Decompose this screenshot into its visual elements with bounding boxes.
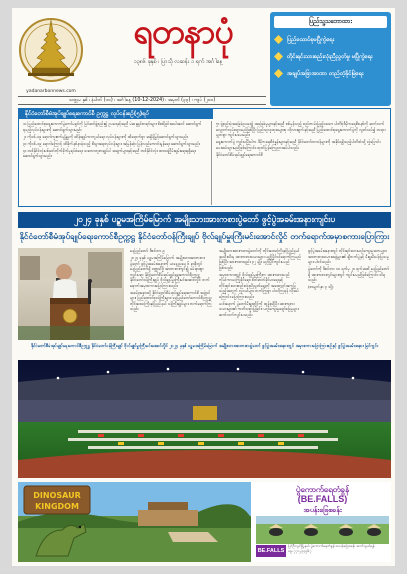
paragraph: ဖွင့်ပွဲအခမ်းအနားတွင် တိုင်းရင်းသားယဉ်ကျေးမှုအကများ၊ အားကစားသမားအဖွဲ့များ၏ ချီတက်ပွဲနှင့် မီးရှူးမီးပန်းပြသမှုများ ပါဝင်သည်။ — [308, 248, 389, 264]
paragraph: ၅။ ဖွဲ့စည်းပုံအခြေခံဥပဒေ၌ အခြေခံမူများနှင့်အညီ စစ်မှန်သည့် စည်းကမ်းပြည့်ဝသော ပါတီစုံဒီမိုကရေစီစနစ်ကို ဆက်လက်လျှောက်လှမ်းသွားမည်ဖြစ်ပြီး ပြည်သူလူထုအများစု လိုလားချက်နှင့်အညီ ပြည်ထောင်စုရွေးကောက်ပွဲကို လွတ်လပ်၍ တရားမျှတစွာ ကျင်းပပေးမည်။ — [216, 121, 386, 138]
dinosaur-sign-line-1: DINOSAUR — [33, 491, 81, 500]
paragraph: ယင်းနောက် ပွဲတော်မီးရှူးတိုင်ကို ထွန်းညှိပြီး အားကစားသမားများ၏ ကတိသစ္စာပြုခြင်း၊ ယဉ်ကျေးမှုဖျော်ဖြေမှုများ ဆက်လက်ကျင်းပသည်။ — [219, 300, 299, 317]
lead-story-column-2 — [219, 248, 302, 336]
paragraph: ရွေးကောက်ပွဲ ကျင်းပပြီးပါက ဒီမိုကရေစီစံနှုန်းများနှင့်အညီ နိုင်ငံတော်တာဝန်များကို အနိုင်ရရှိသည့်ပါတီထံသို့ လွှဲပြောင်းပေးအပ်သွားမည်ဖြစ်ကြောင်း ထုတ်ပြန်ကြေညာအပ်ပါသည်။ — [216, 139, 381, 150]
lead-headline[interactable]: နိုင်ငံတော်စီမံအုပ်ချုပ်ရေးကောင်စီဥက္ကဋ္ဌ နိုင်ငံတော်ဝန်ကြီးချုပ် ဗိုလ်ချုပ်မှူးကြီးမင်းအောင်လှိုင် တက်ရောက်အမှာစကားပြောကြား — [19, 231, 390, 241]
be-falls-brand-badge: BE.FALLS — [256, 545, 286, 557]
newspaper-front-page — [12, 8, 395, 566]
be-falls-title: ပွဲကောက်ရေတံခွန် — [295, 485, 350, 494]
lead-story-body — [130, 248, 391, 336]
be-falls-ad-panel — [254, 482, 391, 562]
photo-caption: နိုင်ငံတော်စီမံအုပ်ချုပ်ရေးကောင်စီဥက္ကဋ္ဌ နိုင်ငံတော်ဝန်ကြီးချုပ် ဗိုလ်ချုပ်မှူးကြီးမင်းအောင်လှိုင် ၂၀၂၄ ခုနှစ် ပဉ္စမအကြိမ်မြောက် အမျိုးသားအားကစားပွဲတော် ဖွင့်ပွဲအခမ်းအနားတွင် အမှာစကားပြောကြားစဉ်နှင့် ဖွင့်ပွဲအခမ်းအနား မြင်ကွင်း — [31, 343, 378, 348]
council-processes-box — [18, 108, 391, 207]
paragraph: (စာမျက်နှာ ၃ သို့) — [308, 284, 334, 289]
council-processes-left-column — [23, 121, 203, 205]
duty-text: အချုပ်အခြာအာဏာ တည်တံ့ခိုင်မြဲရေး — [287, 71, 364, 77]
lead-story-column-1 — [130, 248, 213, 336]
be-falls-subtitle: (BE.FALLS) — [297, 494, 348, 504]
stadium-ceremony-photo — [18, 360, 391, 478]
paragraph: ၃။ ကိုဗစ်-၁၉ ရောဂါကြောင့် ထိခိုက်နစ်နာခဲ့သည့် စီးပွားရေးလုပ်ငန်းများ အမြန်ဆုံး ပြန်လည်ကောင်းမွန်ရေး ဆောင်ရွက်သွားမည်။ — [23, 140, 201, 146]
peoples-desire-heading: ပြည်သူ့သဘောထား — [274, 16, 387, 28]
lead-headline-kicker[interactable]: ၂၀၂၄ ခုနှစ် ပဉ္စမအကြိမ်မြောက် အမျိုးသားအားကစားပွဲတော် ဖွင့်ပွဲအခမ်းအနားကျင်းပ — [18, 212, 391, 228]
lead-story-column-3 — [308, 248, 391, 336]
paragraph: ၁။ ပြည်ထောင်စုရွေးကောက်ပွဲကော်မရှင်ကို ပြင်ဆင်ဖွဲ့စည်း၍ ဥပဒေနှင့်အညီ မဲဆန္ဒရှင်စာရင်းများ စိစစ်ခြင်းအပါအဝင် ဆောင်ရွက်ရမည့်လုပ်ငန်းများကို ဆောင်ရွက်သွားမည်။ — [23, 121, 202, 132]
be-falls-contact-note: ပြင်ဦးလွင်မြို့နယ် ပွဲကောက်ရေတံခွန် အပန်းဖြေစခန်း ဆက်သွယ်ရန် ၀၉-၇၇၁၂၃၄၅၆၇ — [288, 544, 375, 553]
paragraph: ပွဲတော်ကို ဒီဇင်ဘာ ၁၀ ရက်မှ ၂၀ ရက်အထိ နေပြည်တော်ရှိ အားကစားကွင်းများတွင် ကျင်းပမည်ဖြစ်ကြောင်း သိရသည်။ — [308, 266, 390, 282]
diamond-bullet-icon — [274, 52, 283, 61]
masthead-title: ရတနာပုံ — [133, 12, 233, 52]
duty-text: တိုင်းရင်းသားစည်းလုံးညီညွတ်မှု မပြိုကွဲရေး — [287, 54, 373, 60]
paragraph: ၂၀၂၄ ခုနှစ် ပဉ္စမအကြိမ်မြောက် အမျိုးသားအားကစားပွဲတော် ဖွင့်ပွဲအခမ်းအနားကို ယနေ့ညနေ ၆ နာရီတွင် နေပြည်တော်ရှိ ဝဏ္ဏသိဒ္ဓိ အားကစားကွင်း၌ ခမ်းနားစွာ ကျင်းပရာ နိုင်ငံတော်စီမံအုပ်ချုပ်ရေးကောင်စီဥက္ကဋ္ဌ နိုင်ငံတော်ဝန်ကြီးချုပ် ဗိုလ်ချုပ်မှူးကြီးမင်းအောင်လှိုင် တက်ရောက်အမှာစကားပြောကြားသည်။ — [130, 255, 210, 288]
duty-item — [274, 48, 387, 65]
paragraph: နိုင်ငံတော်စီမံအုပ်ချုပ်ရေးကောင်စီ — [216, 151, 263, 157]
speaker-at-podium-photo — [18, 248, 124, 340]
council-processes-right-column — [211, 121, 388, 205]
duty-item — [274, 65, 387, 82]
be-falls-advertisement[interactable] — [18, 482, 391, 562]
dinosaur-sign-line-2: KINGDOM — [35, 502, 79, 511]
paragraph: အမျိုးသားအားကစားပွဲတော်ကို တိုင်းဒေသကြီးနှင့်ပြည်နယ်အသီးသီးမှ အားကစားသမားများ ယှဉ်ပြိုင်ဝင်ရောက်ကြမည်ဖြစ်ပြီး အားကစားနည်း ၃၂ မျိုး ယှဉ်ပြိုင်ကျင်းပမည် ဖြစ်သည်။ — [219, 248, 302, 270]
duty-text: ပြည်ထောင်စုမပြိုကွဲရေး — [287, 37, 335, 43]
council-processes-headline: နိုင်ငံတော်စီမံအုပ်ချုပ်ရေးကောင်စီ ဥက္ကဋ္ဌ လုပ်ငန်းစဉ်(၅)ရပ် — [19, 109, 213, 119]
masthead-dateline: ၁၃၈၆ ခုနှစ် ၊ ပြာသို လဆန်း ၁ ရက် အင်္ဂါနေ့ — [133, 59, 223, 65]
dinosaur-park-photo — [18, 482, 251, 562]
paragraph: အမှာစကားတွင် ဗိုလ်ချုပ်မှူးကြီးက အားကစားသည် ကိုယ်ကာယကြံ့ခိုင်ရေး၊ စိတ်ဓာတ်ခိုင်မာရေးနှင့် တိုင်းရင်းသားစည်းလုံးညီညွတ်ရေးကို အထောက်အကူပြုသည့်အတွက် လူငယ်များ တက်ကြွစွာ ပါဝင်ကြရန် လိုအပ်ကြောင်း ပြောကြားသည်။ — [219, 271, 299, 299]
paragraph: ၄။ တစ်နိုင်ငံလုံးပစ်ခတ်တိုက်ခိုက်မှုရပ်စဲရေး သဘောတူစာချုပ်ပါ အချက်များနှင့်အညီ တစ်နိုင်ငံလုံး ထာဝရငြိမ်းချမ်းရေးရရှိရေး ဆောင်ရွက်သွားမည်။ — [23, 147, 196, 159]
diamond-bullet-icon — [274, 69, 283, 78]
duty-item — [274, 31, 387, 48]
diamond-bullet-icon — [274, 35, 283, 44]
pagoda-logo — [18, 12, 84, 88]
paragraph: နေပြည်တော် ဒီဇင်ဘာ ၉ — [130, 248, 165, 253]
issue-info-bar: သတ္တမ နှစ် ၊ နံပါတ် (၁၀) ၊ အင်္ဂါနေ့ (10-12-2024) ၊ အမှတ် (၃၃) ၊ ကျပ် (၂၀၀) — [18, 96, 266, 105]
paragraph: အခမ်းအနားသို့ နိုင်ငံတော်စီမံအုပ်ချုပ်ရေးကောင်စီ အဖွဲ့ဝင်များ၊ ပြည်ထောင်စုဝန်ကြီးများ၊ နေပြည်တော်ကောင်စီဥက္ကဋ္ဌ၊ တိုင်းဒေသကြီးနှင့်ပြည်နယ် ဝန်ကြီးချုပ်များ တက်ရောက်ကြသည်။ — [130, 289, 212, 311]
peoples-desire-box — [270, 12, 391, 106]
farm-workers-photo — [256, 516, 389, 544]
be-falls-resort-label: အပန်းဖြေစခန်း — [303, 506, 342, 514]
paragraph: ၂။ ကိုဗစ်-၁၉ ရောဂါကူးစက်ပျံ့နှံ့မှုကို ထိန်းချုပ်ကာကွယ်ရေး လုပ်ငန်းများကို ထိရောက်စွာ အရှိန်မြှင့်ဆောင်ရွက်သွားမည်။ — [23, 133, 189, 139]
website-url[interactable]: yadanarbonnews.com — [26, 89, 76, 94]
